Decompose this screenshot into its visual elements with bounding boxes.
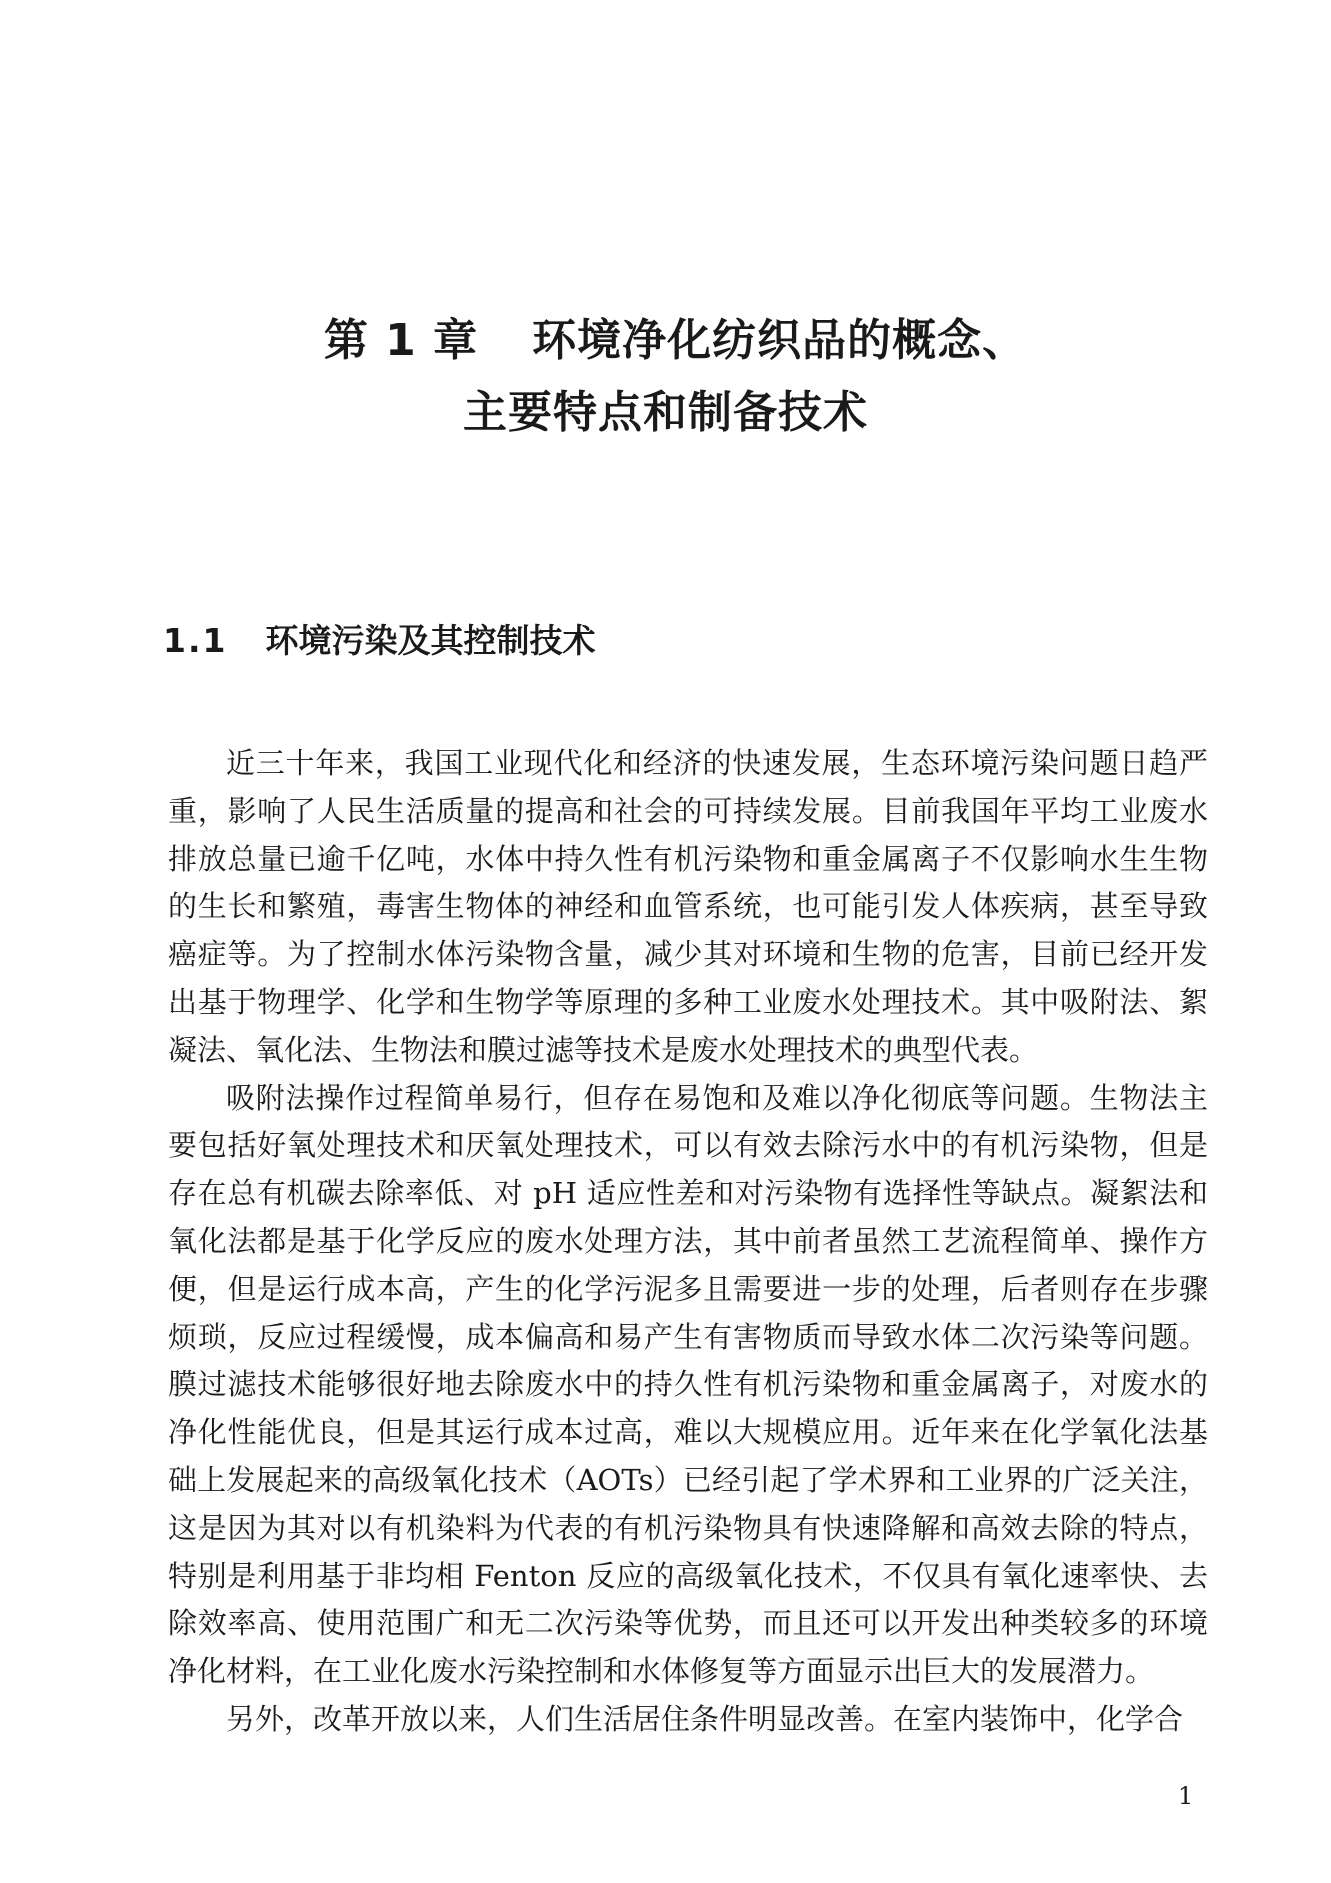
paragraph: 吸附法操作过程简单易行，但存在易饱和及难以净化彻底等问题。生物法主要包括好氧处理技术和厌氧处理技术，可以有效去除污水中的有机污染物，但是存在总有机碳去除率低、对 pH 适应性差和对污染物有选择性等缺点。凝絮法和氧化法都是基于化学反应的废水处理方法，其中前者虽然工艺流程简单、操作方便，但是运行成本高，产生的化学污泥多且需要进一步的处理，后者则存在步骤烦琐，反应过程缓慢，成本偏高和易产生有害物质而导致水体二次污染等问题。膜过滤技术能够很好地去除废水中的持久性有机污染物和重金属离子，对废水的净化性能优良，但是其运行成本过高，难以大规模应用。近年来在化学氧化法基础上发展起来的高级氧化技术（AOTs）已经引起了学术界和工业界的广泛关注，这是因为其对以有机染料为代表的有机污染物具有快速降解和高效去除的特点，特别是利用基于非均相 Fenton 反应的高级氧化技术，不仅具有氧化速率快、去除效率高、使用范围广和无二次污染等优势，而且还可以开发出种类较多的环境净化材料，在工业化废水污染控制和水体修复等方面显示出巨大的发展潜力。 <box>168 1080 1208 1689</box>
section-heading <box>163 618 595 664</box>
chapter-title-text-1: 环境净化纺织品的概念、 <box>532 315 1028 366</box>
chapter-title <box>0 305 1331 449</box>
page-number: 1 <box>1178 1782 1194 1810</box>
chapter-title-line2: 主要特点和制备技术 <box>463 387 868 438</box>
chapter-title-line1 <box>0 305 1331 377</box>
body-text <box>168 740 1208 1744</box>
chapter-number: 第 1 章 <box>323 315 479 366</box>
paragraph: 另外，改革开放以来，人们生活居住条件明显改善。在室内装饰中，化学合 <box>226 1701 1184 1736</box>
paragraph: 近三十年来，我国工业现代化和经济的快速发展，生态环境污染问题日趋严重，影响了人民生活质量的提高和社会的可持续发展。目前我国年平均工业废水排放总量已逾千亿吨，水体中持久性有机污染物和重金属离子不仅影响水生生物的生长和繁殖，毒害生物体的神经和血管系统，也可能引发人体疾病，甚至导致癌症等。为了控制水体污染物含量，减少其对环境和生物的危害，目前已经开发出基于物理学、化学和生物学等原理的多种工业废水处理技术。其中吸附法、絮凝法、氧化法、生物法和膜过滤等技术是废水处理技术的典型代表。 <box>168 746 1208 1067</box>
section-number: 1.1 <box>163 621 228 660</box>
section-title: 环境污染及其控制技术 <box>265 621 596 660</box>
